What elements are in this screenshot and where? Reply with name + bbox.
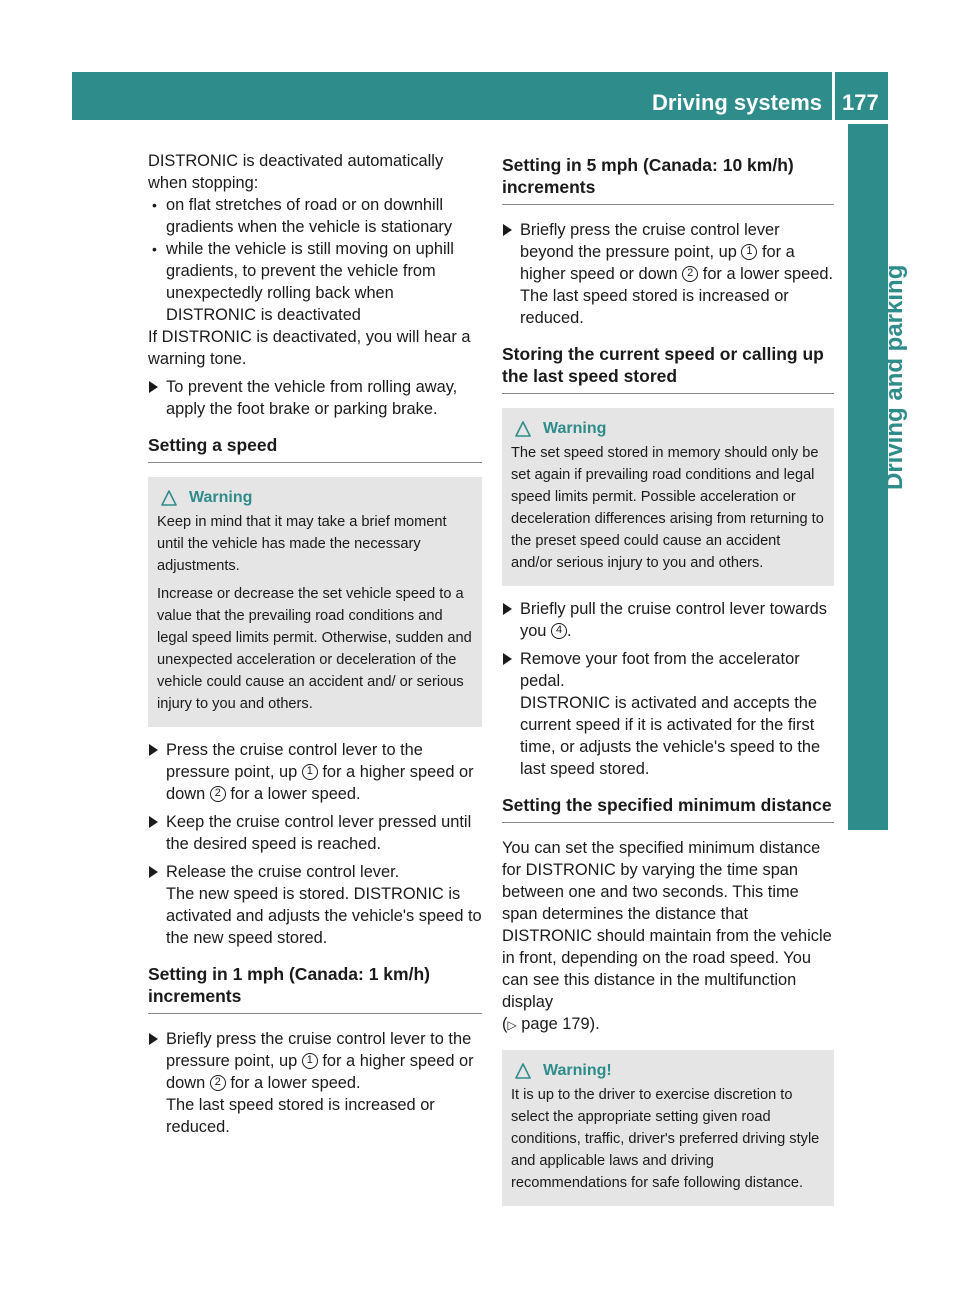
right-column <box>502 150 834 1218</box>
step-item: Release the cruise control lever. The new speed is stored. DISTRONIC is activated and adjusts the vehicle's speed to the new speed stored. <box>148 861 482 949</box>
tone-note: If DISTRONIC is deactivated, you will hear a warning tone. <box>148 328 471 368</box>
page-reference-link[interactable]: page 179). <box>521 1015 600 1033</box>
step-item: To prevent the vehicle from rolling away, apply the foot brake or parking brake. <box>148 376 482 420</box>
header-divider <box>832 72 835 120</box>
step-item: Briefly pull the cruise control lever towards you 4 . <box>502 598 834 642</box>
marker-1-icon: 1 <box>302 1053 318 1069</box>
warning-header: Warning <box>511 418 825 440</box>
warning-triangle-icon <box>161 490 177 506</box>
warning-box <box>502 1050 834 1206</box>
step-item: Briefly press the cruise control lever to the pressure point, up 1 for a higher speed or down 2 for a lower speed. The last speed stored is increased or reduced. <box>148 1028 482 1138</box>
marker-4-icon: 4 <box>551 623 567 639</box>
warning-box <box>148 477 482 727</box>
warning-text: It is up to the driver to exercise discretion to select the appropriate setting given road conditions, traffic, driver's preferred driving style and applicable laws and driving recommendations for safe following distance. <box>511 1087 820 1191</box>
distance-text: You can set the specified minimum distance for DISTRONIC by varying the time span between one and two seconds. This time span determines the distance that DISTRONIC should maintain from the vehicle in front, depending on the road speed. You can see this distance in the multifunction display (▷ page 179). <box>502 839 832 1033</box>
marker-2-icon: 2 <box>682 266 698 282</box>
warning-text: The set speed stored in memory should only be set again if prevailing road conditions and legal speed limits permit. Possible acceleration or deceleration differences arising from returning to the preset speed could cause an accident and/or serious injury to you and others. <box>511 445 824 571</box>
step-item: Briefly press the cruise control lever beyond the pressure point, up 1 for a higher speed or down 2 for a lower speed. The last speed stored is increased or reduced. <box>502 219 834 329</box>
step-arrow-icon <box>149 744 158 756</box>
section-heading-storing: Storing the current speed or calling up the last speed stored <box>502 343 834 394</box>
step-arrow-icon <box>149 381 158 393</box>
section-heading-setting-speed: Setting a speed <box>148 434 482 463</box>
section-heading-distance: Setting the specified minimum distance <box>502 794 834 823</box>
step-arrow-icon <box>503 653 512 665</box>
warning-triangle-icon <box>515 1063 531 1079</box>
intro-text: DISTRONIC is deactivated automatically when stopping: <box>148 152 444 192</box>
page-number: 177 <box>842 90 879 115</box>
list-item: • on flat stretches of road or on downhill gradients when the vehicle is stationary <box>148 194 482 238</box>
step-arrow-icon <box>503 603 512 615</box>
list-item: • while the vehicle is still moving on uphill gradients, to prevent the vehicle from unexpectedly rolling back when DISTRONIC is deactivated <box>148 238 482 326</box>
section-heading-5mph: Setting in 5 mph (Canada: 10 km/h) increments <box>502 154 834 205</box>
step-arrow-icon <box>503 224 512 236</box>
step-arrow-icon <box>149 816 158 828</box>
page-title: Driving systems <box>652 90 822 115</box>
left-column <box>148 150 482 1138</box>
marker-1-icon: 1 <box>302 764 318 780</box>
step-arrow-icon <box>149 866 158 878</box>
marker-2-icon: 2 <box>210 786 226 802</box>
warning-header: Warning! <box>511 1060 825 1082</box>
step-arrow-icon <box>149 1033 158 1045</box>
step-item: Press the cruise control lever to the pressure point, up 1 for a higher speed or down 2 for a lower speed. <box>148 739 482 805</box>
warning-box <box>502 408 834 586</box>
warning-triangle-icon <box>515 421 531 437</box>
step-item: Remove your foot from the accelerator pedal. DISTRONIC is activated and accepts the current speed if it is activated for the first time, or adjusts the vehicle's speed to the last speed stored. <box>502 648 834 780</box>
warning-text: Increase or decrease the set vehicle speed to a value that the prevailing road conditions and legal speed limits permit. Otherwise, sudden and unexpected acceleration or deceleration of the vehicle could cause an accident and/ or serious injury to you and others. <box>157 586 472 712</box>
marker-1-icon: 1 <box>741 244 757 260</box>
warning-text: Keep in mind that it may take a brief moment until the vehicle has made the necessary adjustments. <box>157 514 447 574</box>
step-item: Keep the cruise control lever pressed until the desired speed is reached. <box>148 811 482 855</box>
chapter-tab-label: Driving and parking <box>881 264 908 490</box>
section-heading-1mph: Setting in 1 mph (Canada: 1 km/h) increments <box>148 963 482 1014</box>
warning-header: Warning <box>157 487 473 509</box>
marker-2-icon: 2 <box>210 1075 226 1091</box>
page-ref-arrow-icon: ▷ <box>507 1018 517 1032</box>
